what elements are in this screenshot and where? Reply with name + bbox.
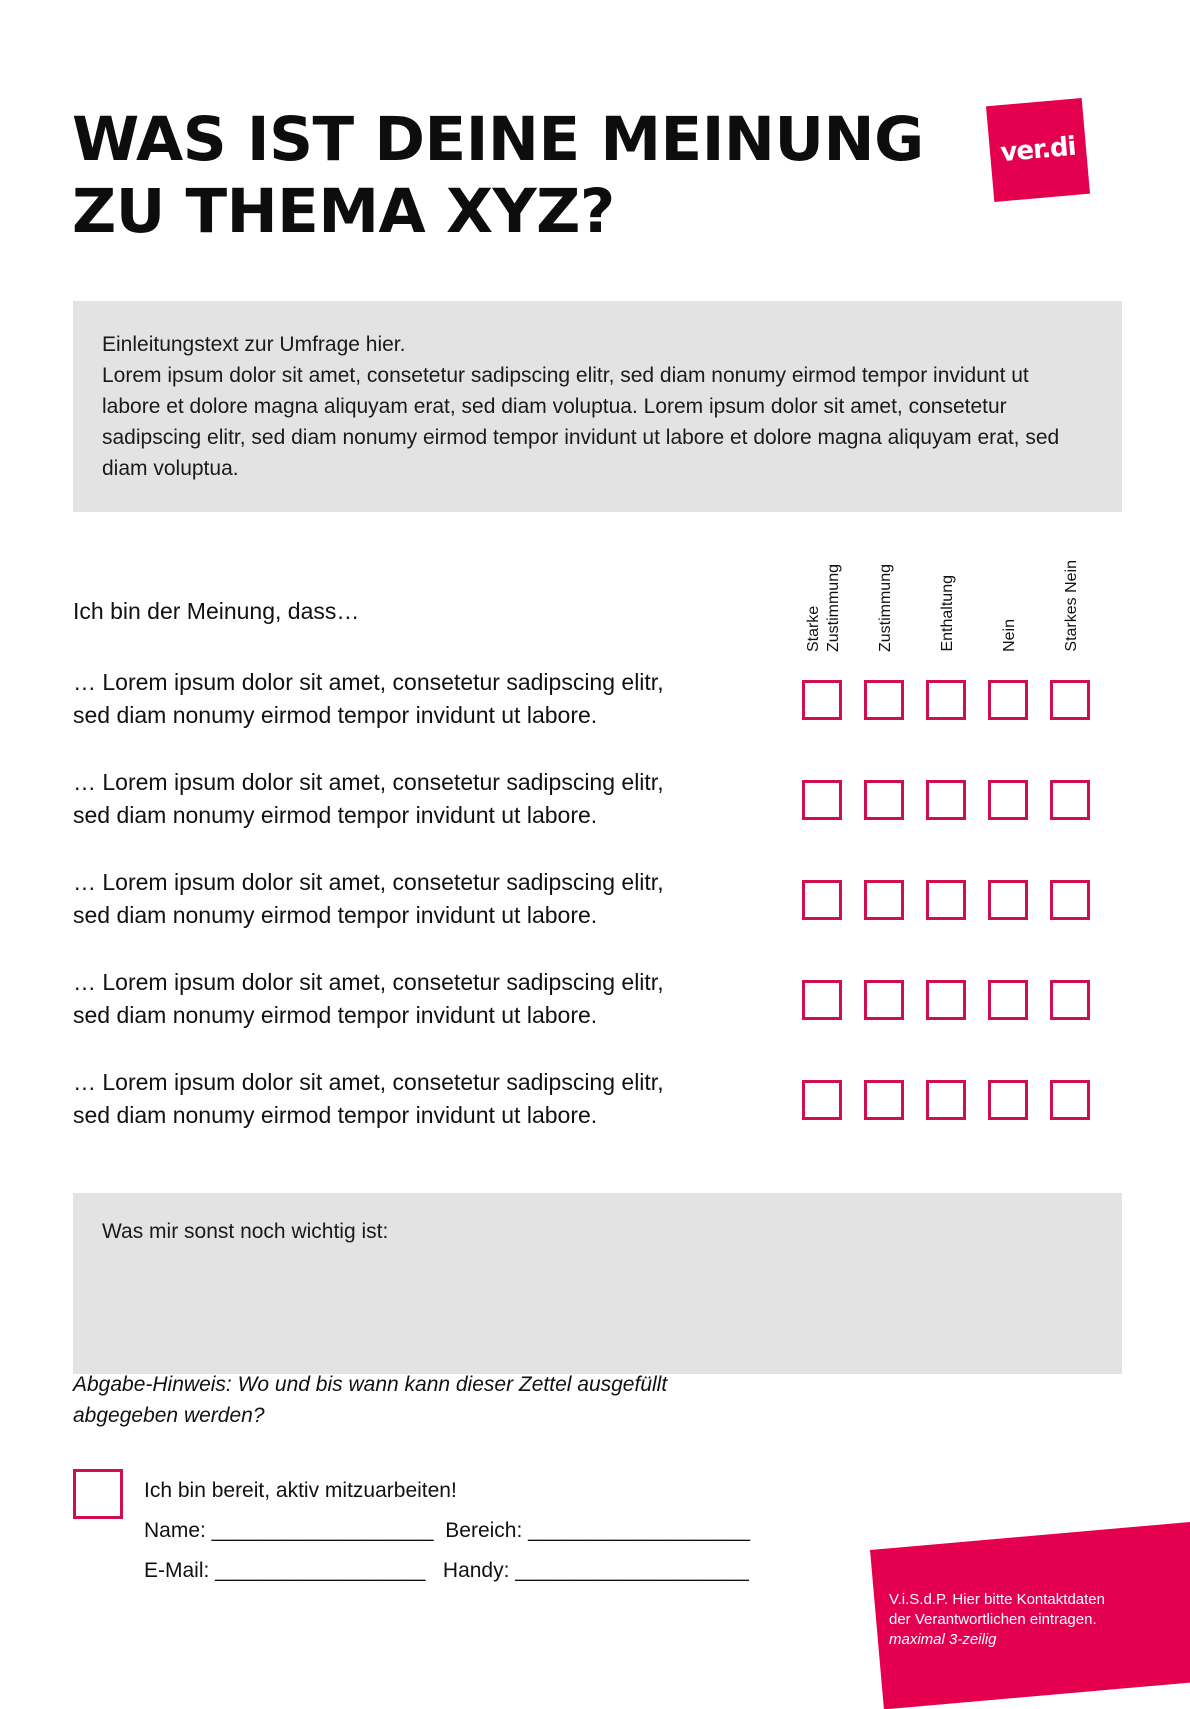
checkbox-starke-zustimmung[interactable] [802,1080,842,1120]
survey-row-2 [0,766,1190,826]
survey-row-5 [0,1066,1190,1126]
intro-line: Einleitungstext zur Umfrage hier. [102,333,406,356]
intro-text [102,329,1092,484]
checkbox-zustimmung[interactable] [864,680,904,720]
comment-box[interactable] [73,1193,1122,1374]
checkbox-enthaltung[interactable] [926,780,966,820]
checkbox-zustimmung[interactable] [864,980,904,1020]
question-text: … Lorem ipsum dolor sit amet, consetetur sadipscing elitr, sed diam nonumy eirmod tempor invidunt ut labore. [73,869,664,928]
column-header-zustimmung: Zustimmung [877,563,894,652]
intro-box [73,301,1122,512]
column-header-starkes-nein: Starkes Nein [1063,560,1080,652]
checkbox-starke-zustimmung[interactable] [802,980,842,1020]
join-checkbox[interactable] [73,1469,123,1519]
column-header-nein: Nein [1001,619,1018,652]
checkbox-starkes-nein[interactable] [1050,980,1090,1020]
checkbox-nein[interactable] [988,880,1028,920]
comment-label: Was mir sonst noch wichtig ist: [102,1220,389,1243]
title-line-2: ZU THEMA XYZ? [72,176,615,247]
checkbox-starkes-nein[interactable] [1050,880,1090,920]
survey-row-4 [0,966,1190,1026]
checkbox-starkes-nein[interactable] [1050,680,1090,720]
question-text: … Lorem ipsum dolor sit amet, consetetur sadipscing elitr, sed diam nonumy eirmod tempor invidunt ut labore. [73,669,664,728]
checkbox-zustimmung[interactable] [864,1080,904,1120]
survey-row-3 [0,866,1190,926]
page-title [72,104,924,248]
question-text: … Lorem ipsum dolor sit amet, consetetur sadipscing elitr, sed diam nonumy eirmod tempor invidunt ut labore. [73,769,664,828]
column-header-starke-zustimmung: Starke Zustimmung [805,563,842,652]
checkbox-starkes-nein[interactable] [1050,780,1090,820]
checkbox-starke-zustimmung[interactable] [802,680,842,720]
question-text: … Lorem ipsum dolor sit amet, consetetur sadipscing elitr, sed diam nonumy eirmod tempor invidunt ut labore. [73,969,664,1028]
checkbox-enthaltung[interactable] [926,1080,966,1120]
email-handy-line: E-Mail: __________________ Handy: ____________________ [144,1559,749,1582]
checkbox-nein[interactable] [988,1080,1028,1120]
checkbox-starke-zustimmung[interactable] [802,880,842,920]
checkbox-zustimmung[interactable] [864,780,904,820]
title-line-1: WAS IST DEINE MEINUNG [72,104,924,175]
submission-hint: Abgabe-Hinweis: Wo und bis wann kann dieser Zettel ausgefüllt abgegeben werden? [73,1373,668,1427]
checkbox-enthaltung[interactable] [926,980,966,1020]
checkbox-starke-zustimmung[interactable] [802,780,842,820]
intro-body: Lorem ipsum dolor sit amet, consetetur sadipscing elitr, sed diam nonumy eirmod tempor invidunt ut labore et dolore magna aliquyam erat, sed diam voluptua. Lorem ipsum dolor sit amet, consetetur sadipscing elitr, sed diam nonumy eirmod tempor invidunt ut labore et dolore magna aliquyam erat, sed diam voluptua. [102,364,1060,480]
checkbox-zustimmung[interactable] [864,880,904,920]
checkbox-nein[interactable] [988,980,1028,1020]
question-text: … Lorem ipsum dolor sit amet, consetetur sadipscing elitr, sed diam nonumy eirmod tempor invidunt ut labore. [73,1069,664,1128]
join-label: Ich bin bereit, aktiv mitzuarbeiten! [144,1479,457,1502]
column-header-enthaltung: Enthaltung [939,575,956,652]
survey-lead: Ich bin der Meinung, dass… [73,598,360,624]
checkbox-nein[interactable] [988,780,1028,820]
verdi-logo [986,98,1090,202]
checkbox-nein[interactable] [988,680,1028,720]
checkbox-enthaltung[interactable] [926,880,966,920]
name-bereich-line: Name: ___________________ Bereich: ___________________ [144,1519,751,1542]
checkbox-enthaltung[interactable] [926,680,966,720]
logo-text: ver.di [999,131,1077,169]
checkbox-starkes-nein[interactable] [1050,1080,1090,1120]
footer-text: V.i.S.d.P. Hier bitte Kontaktdaten der Verantwortlichen eintragen. maximal 3-zeilig [889,1591,1105,1648]
survey-row-1 [0,666,1190,726]
